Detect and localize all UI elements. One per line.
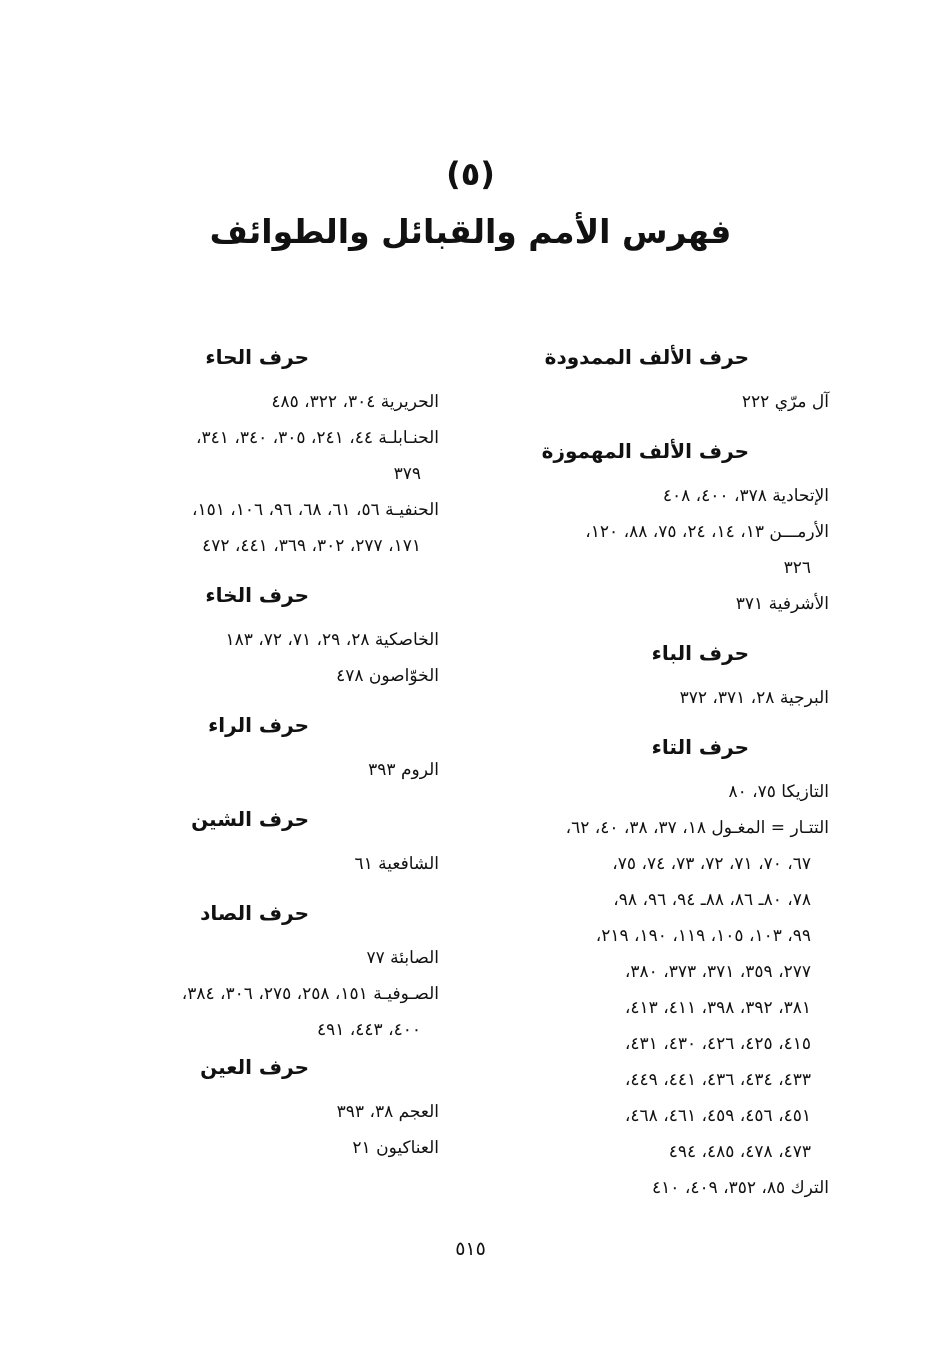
index-entry: الشافعية ٦١ bbox=[354, 854, 439, 874]
index-entry-continuation bbox=[469, 1134, 829, 1170]
index-entry-continuation bbox=[69, 456, 439, 492]
continuation-text: ٤٠٠، ٤٤٣، ٤٩١ bbox=[317, 1020, 421, 1040]
index-entry: الخوّاصون ٤٧٨ bbox=[336, 666, 439, 686]
heading-ra: حرف الراء bbox=[208, 713, 309, 737]
left-column bbox=[69, 338, 439, 1166]
page-title: فهرس الأمم والقبائل والطوائف bbox=[209, 212, 732, 251]
index-entry-continuation bbox=[469, 882, 829, 918]
index-entry: الصابئة ٧٧ bbox=[366, 948, 439, 968]
heading-kha: حرف الخاء bbox=[205, 583, 309, 607]
index-entry-continuation bbox=[469, 1026, 829, 1062]
index-entry: الترك ٨٥، ٣٥٢، ٤٠٩، ٤١٠ bbox=[652, 1178, 829, 1198]
page-number: ٥١٥ bbox=[455, 1238, 486, 1260]
continuation-text: ١٧١، ٢٧٧، ٣٠٢، ٣٦٩، ٤٤١، ٤٧٢ bbox=[202, 536, 421, 556]
index-entry: العجم ٣٨، ٣٩٣ bbox=[336, 1102, 439, 1122]
index-entry: الأرمـــن ١٣، ١٤، ٢٤، ٧٥، ٨٨، ١٢٠، bbox=[585, 522, 829, 542]
heading-shin: حرف الشين bbox=[191, 807, 309, 831]
heading-alif-mamduda: حرف الألف الممدودة bbox=[544, 345, 749, 369]
index-entry: الروم ٣٩٣ bbox=[368, 760, 439, 780]
index-entry-continuation bbox=[469, 954, 829, 990]
index-entry-continuation bbox=[469, 846, 829, 882]
heading-ain: حرف العين bbox=[200, 1055, 309, 1079]
index-entry: العناكيون ٢١ bbox=[352, 1138, 439, 1158]
section-number: (٥) bbox=[446, 155, 495, 193]
index-entry: آل مرّي ٢٢٢ bbox=[741, 392, 829, 412]
heading-alif-mahmuza: حرف الألف المهموزة bbox=[541, 439, 749, 463]
index-entry: الحريرية ٣٠٤، ٣٢٢، ٤٨٥ bbox=[271, 392, 439, 412]
continuation-text: ٦٧، ٧٠، ٧١، ٧٢، ٧٣، ٧٤، ٧٥، bbox=[612, 854, 811, 874]
continuation-text: ٤٧٣، ٤٧٨، ٤٨٥، ٤٩٤ bbox=[668, 1142, 811, 1162]
heading-ta: حرف التاء bbox=[651, 735, 749, 759]
index-entry: الخاصكية ٢٨، ٢٩، ٧١، ٧٢، ١٨٣ bbox=[225, 630, 439, 650]
continuation-text: ٢٧٧، ٣٥٩، ٣٧١، ٣٧٣، ٣٨٠، bbox=[624, 962, 811, 982]
index-entry-continuation bbox=[469, 918, 829, 954]
index-entry-continuation bbox=[69, 528, 439, 564]
index-entry-continuation bbox=[69, 1012, 439, 1048]
index-entry: الأشرفية ٣٧١ bbox=[735, 594, 829, 614]
continuation-text: ٤١٥، ٤٢٥، ٤٢٦، ٤٣٠، ٤٣١، bbox=[624, 1034, 811, 1054]
continuation-text: ٤٥١، ٤٥٦، ٤٥٩، ٤٦١، ٤٦٨، bbox=[624, 1106, 811, 1126]
index-entry: الحنـابلـة ٤٤، ٢٤١، ٣٠٥، ٣٤٠، ٣٤١، bbox=[196, 428, 439, 448]
index-entry-continuation bbox=[469, 1062, 829, 1098]
continuation-text: ٣٢٦ bbox=[783, 558, 811, 578]
index-entry: البرجية ٢٨، ٣٧١، ٣٧٢ bbox=[679, 688, 829, 708]
heading-ha: حرف الحاء bbox=[205, 345, 309, 369]
index-entry: التتـار = المغـول ١٨، ٣٧، ٣٨، ٤٠، ٦٢، bbox=[565, 818, 829, 838]
index-entry-continuation bbox=[469, 550, 829, 586]
heading-ba: حرف الباء bbox=[651, 641, 749, 665]
continuation-text: ٣٨١، ٣٩٢، ٣٩٨، ٤١١، ٤١٣، bbox=[624, 998, 811, 1018]
continuation-text: ٤٣٣، ٤٣٤، ٤٣٦، ٤٤١، ٤٤٩، bbox=[624, 1070, 811, 1090]
continuation-text: ٧٨، ٨٠ـ ٨٦، ٨٨ـ ٩٤، ٩٦، ٩٨، bbox=[613, 890, 811, 910]
continuation-text: ٣٧٩ bbox=[393, 464, 421, 484]
index-entry-continuation bbox=[469, 1098, 829, 1134]
right-column bbox=[469, 338, 829, 1206]
index-entry: الإتحادية ٣٧٨، ٤٠٠، ٤٠٨ bbox=[662, 486, 829, 506]
index-entry-continuation bbox=[469, 990, 829, 1026]
index-entry: الصـوفيـة ١٥١، ٢٥٨، ٢٧٥، ٣٠٦، ٣٨٤، bbox=[181, 984, 439, 1004]
heading-sad: حرف الصاد bbox=[200, 901, 309, 925]
continuation-text: ٩٩، ١٠٣، ١٠٥، ١١٩، ١٩٠، ٢١٩، bbox=[595, 926, 811, 946]
index-entry: الحنفيـة ٥٦، ٦١، ٦٨، ٩٦، ١٠٦، ١٥١، bbox=[191, 500, 439, 520]
index-entry: التازيكا ٧٥، ٨٠ bbox=[728, 782, 829, 802]
